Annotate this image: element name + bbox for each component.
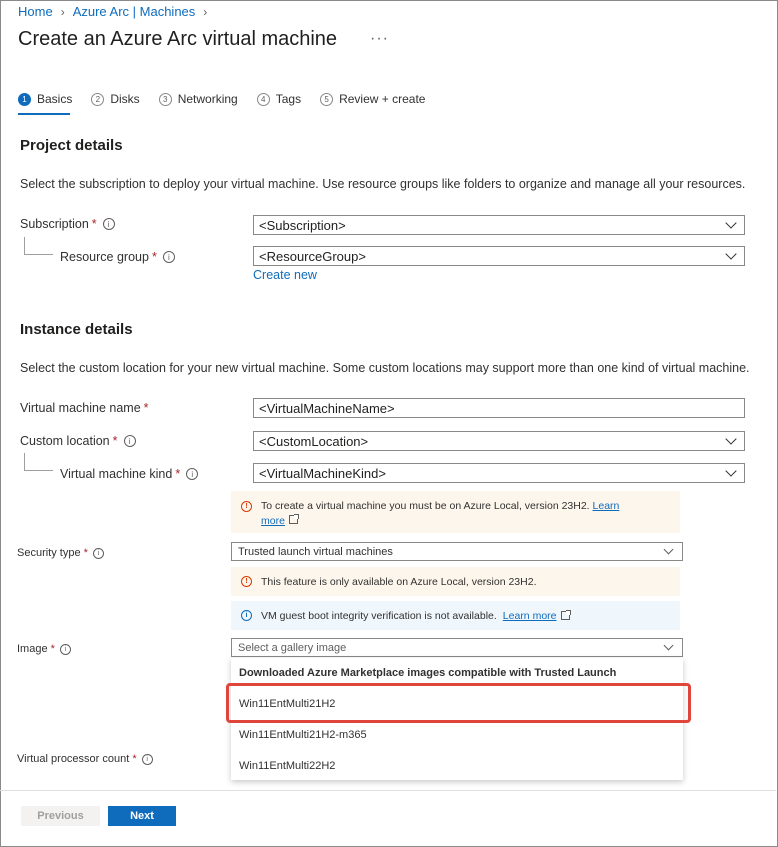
step-number-badge: 1	[18, 93, 31, 106]
security-type-value: Trusted launch virtual machines	[238, 545, 393, 558]
image-label-text: Image	[17, 643, 48, 655]
image-group-header: Downloaded Azure Marketplace images compatible with Trusted Launch	[239, 667, 617, 679]
chevron-down-icon	[725, 433, 736, 444]
chevron-right-icon: ›	[203, 4, 208, 19]
footer-divider	[0, 790, 776, 791]
security-warning-text: This feature is only available on Azure Local, version 23H2.	[261, 575, 537, 588]
security-type-label-text: Security type	[17, 547, 81, 559]
custom-location-label	[20, 434, 136, 448]
image-option-win11entmulti22h2[interactable]: Win11EntMulti22H2	[239, 760, 336, 772]
tab-label: Networking	[177, 92, 238, 106]
learn-more-link-continued[interactable]: more	[261, 515, 285, 527]
chevron-down-icon	[725, 465, 736, 476]
resource-group-dropdown[interactable]	[253, 246, 745, 266]
security-type-dropdown[interactable]	[231, 542, 683, 561]
subscription-dropdown[interactable]	[253, 215, 745, 235]
vm-name-value: <VirtualMachineName>	[259, 400, 395, 416]
required-marker: *	[112, 434, 118, 448]
custom-location-value: <CustomLocation>	[259, 433, 369, 449]
warning-text: To create a virtual machine you must be on Azure Local, version 23H2.	[261, 500, 590, 512]
tab-label: Disks	[110, 92, 140, 106]
image-dropdown[interactable]	[231, 638, 683, 657]
chevron-down-icon	[664, 545, 674, 555]
custom-location-dropdown[interactable]	[253, 431, 745, 451]
chevron-down-icon	[725, 248, 736, 259]
step-number-badge: 2	[91, 93, 104, 106]
tab-label: Review + create	[339, 92, 426, 106]
tab-basics[interactable]	[18, 90, 72, 108]
project-details-description: Select the subscription to deploy your virtual machine. Use resource groups like folders to organize and manage all your resources.	[20, 177, 746, 191]
learn-more-link[interactable]: Learn more	[502, 609, 557, 622]
security-warning	[231, 567, 680, 596]
resource-group-label-text: Resource group	[60, 250, 149, 264]
tab-disks[interactable]	[91, 90, 139, 108]
warning-icon: !	[241, 501, 252, 512]
tab-review-create[interactable]	[320, 90, 425, 108]
info-icon[interactable]: i	[186, 468, 198, 480]
vm-kind-label-text: Virtual machine kind	[60, 467, 173, 481]
instance-details-heading: Instance details	[20, 321, 133, 338]
required-marker: *	[91, 217, 97, 231]
info-icon[interactable]: i	[163, 251, 175, 263]
highlight-box	[226, 683, 691, 723]
required-marker: *	[50, 643, 55, 655]
info-icon[interactable]: i	[124, 435, 136, 447]
tree-connector	[24, 237, 53, 255]
custom-location-label-text: Custom location	[20, 434, 110, 448]
subscription-label-text: Subscription	[20, 217, 89, 231]
subscription-label	[20, 217, 115, 231]
next-button[interactable]: Next	[108, 806, 176, 826]
tab-label: Basics	[37, 92, 73, 106]
chevron-right-icon: ›	[60, 4, 65, 19]
image-option-win11entmulti21h2[interactable]: Win11EntMulti21H2	[239, 698, 336, 710]
vcpu-label-text: Virtual processor count	[17, 753, 130, 765]
info-icon[interactable]: i	[93, 548, 104, 559]
breadcrumb-parent-link[interactable]: Azure Arc | Machines	[72, 4, 196, 19]
page-title: Create an Azure Arc virtual machine	[18, 28, 338, 50]
project-details-heading: Project details	[20, 137, 123, 154]
required-marker: *	[143, 401, 149, 415]
create-new-link[interactable]: Create new	[253, 268, 317, 282]
boot-integrity-info	[231, 601, 680, 630]
instance-details-description: Select the custom location for your new virtual machine. Some custom locations may support more than one kind of virtual machine.	[20, 361, 750, 375]
info-icon[interactable]: i	[103, 218, 115, 230]
more-options-icon[interactable]: ···	[370, 30, 389, 47]
vm-name-label-text: Virtual machine name	[20, 401, 141, 415]
image-placeholder: Select a gallery image	[238, 641, 347, 654]
tab-label: Tags	[275, 92, 302, 106]
resource-group-value: <ResourceGroup>	[259, 248, 366, 264]
image-label	[17, 643, 71, 655]
vm-name-input[interactable]	[253, 398, 745, 418]
chevron-down-icon	[725, 217, 736, 228]
info-circle-icon: i	[241, 610, 252, 621]
active-tab-indicator	[18, 113, 70, 115]
step-number-badge: 5	[320, 93, 333, 106]
breadcrumb-home-link[interactable]: Home	[18, 4, 53, 19]
tab-networking[interactable]	[159, 90, 238, 108]
learn-more-link[interactable]: Learn	[592, 500, 620, 512]
subscription-value: <Subscription>	[259, 217, 346, 233]
vm-name-label	[20, 401, 149, 415]
azure-local-warning	[231, 491, 680, 533]
required-marker: *	[83, 547, 88, 559]
boot-integrity-text: VM guest boot integrity verification is not available.	[261, 609, 497, 622]
image-option-win11entmulti21h2-m365[interactable]: Win11EntMulti21H2-m365	[239, 729, 367, 741]
security-type-label	[17, 547, 104, 559]
step-number-badge: 4	[257, 93, 270, 106]
vm-kind-dropdown[interactable]	[253, 463, 745, 483]
required-marker: *	[175, 467, 181, 481]
breadcrumb	[18, 4, 215, 19]
vm-kind-value: <VirtualMachineKind>	[259, 465, 386, 481]
step-number-badge: 3	[159, 93, 172, 106]
vm-kind-label	[60, 467, 198, 481]
info-icon[interactable]: i	[142, 754, 153, 765]
vcpu-label	[17, 753, 153, 765]
tab-tags[interactable]	[257, 90, 301, 108]
tree-connector	[24, 453, 53, 471]
required-marker: *	[132, 753, 137, 765]
info-icon[interactable]: i	[60, 644, 71, 655]
previous-button[interactable]: Previous	[21, 806, 100, 826]
required-marker: *	[151, 250, 157, 264]
resource-group-label	[60, 250, 175, 264]
external-link-icon	[289, 515, 298, 524]
wizard-tabs	[18, 90, 444, 108]
chevron-down-icon	[664, 641, 674, 651]
external-link-icon	[561, 611, 570, 620]
warning-icon: !	[241, 576, 252, 587]
